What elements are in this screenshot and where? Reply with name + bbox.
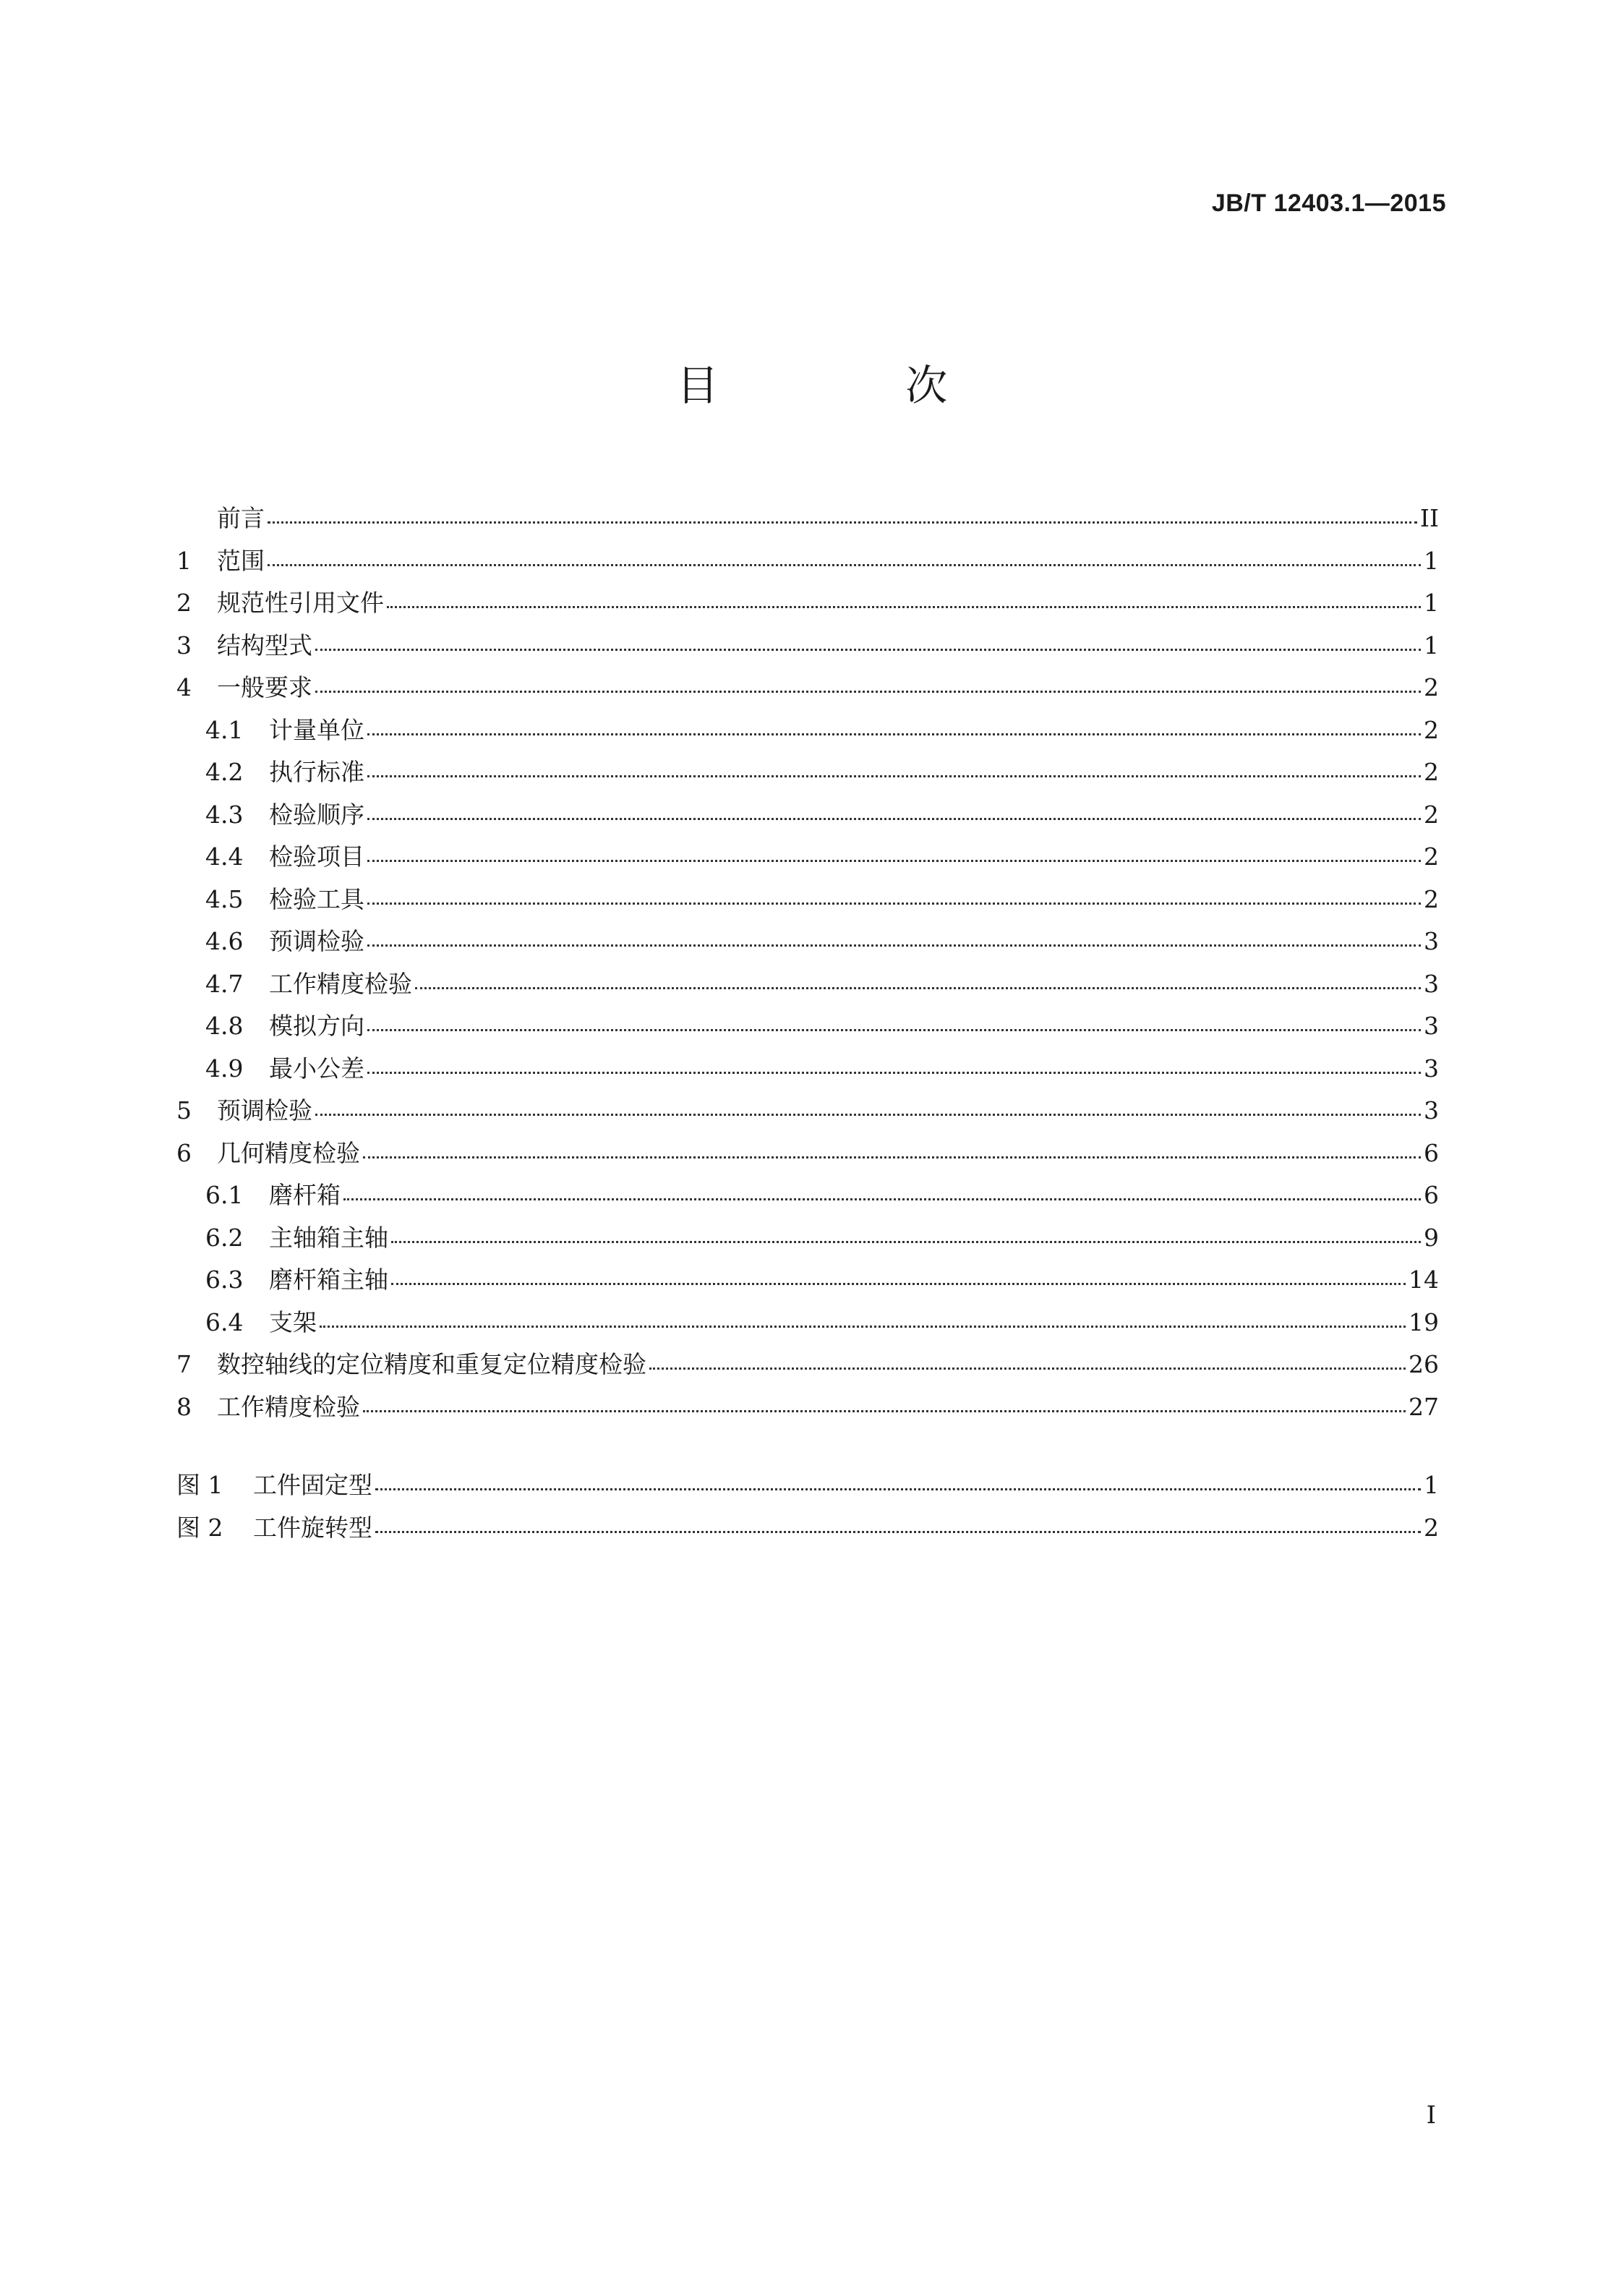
toc-entry-number: 6.1 [205, 1181, 244, 1209]
toc-page-number: 14 [1409, 1266, 1439, 1294]
dot-leader [367, 1029, 1421, 1031]
dot-leader [367, 860, 1421, 862]
toc-page-number: 2 [1424, 842, 1439, 871]
dot-leader [315, 691, 1421, 693]
dot-leader [268, 564, 1421, 566]
toc-entry-number: 6.2 [205, 1223, 244, 1252]
toc-entry[interactable] [176, 1132, 1439, 1175]
figure-number: 图 2 [176, 1513, 223, 1542]
toc-entry[interactable] [176, 1005, 1439, 1048]
toc-page-number: 2 [1424, 884, 1439, 913]
dot-leader [315, 649, 1421, 651]
figure-number: 图 1 [176, 1471, 223, 1499]
toc-entries [176, 498, 1439, 1428]
toc-entry[interactable] [176, 1217, 1439, 1260]
toc-entry-number: 1 [176, 546, 192, 575]
toc-entry[interactable] [176, 836, 1439, 879]
figure-label: 工件固定型 [253, 1471, 372, 1499]
toc-figures [176, 1464, 1439, 1549]
toc-page-number: 1 [1424, 1471, 1439, 1499]
toc-entry-number: 6 [176, 1138, 192, 1167]
toc-entry-label: 检验工具 [269, 884, 364, 913]
toc-gap [176, 1428, 1439, 1464]
toc-page-number: 27 [1409, 1392, 1439, 1421]
toc-entry[interactable] [176, 794, 1439, 837]
toc-entry-label: 规范性引用文件 [217, 589, 384, 617]
toc-entry-number: 2 [176, 589, 192, 617]
figure-entry[interactable] [176, 1464, 1439, 1507]
dot-leader [315, 1114, 1421, 1116]
toc-entry-label: 前言 [217, 504, 265, 532]
toc-entry[interactable] [176, 709, 1439, 752]
toc-page-number: 2 [1424, 1513, 1439, 1542]
dot-leader [375, 1531, 1421, 1533]
standard-code: JB/T 12403.1—2015 [1211, 189, 1446, 217]
toc-entry-label: 执行标准 [269, 758, 364, 786]
toc-entry-label: 模拟方向 [269, 1012, 364, 1040]
dot-leader [363, 1410, 1406, 1412]
toc-entry-number: 4.8 [205, 1012, 244, 1040]
toc-entry-number: 4.9 [205, 1054, 244, 1083]
toc-entry[interactable] [176, 1386, 1439, 1429]
toc-page-number: 6 [1424, 1138, 1439, 1167]
toc-entry[interactable] [176, 751, 1439, 794]
toc-entry-number: 4.6 [205, 927, 244, 955]
toc-page-number: 26 [1409, 1350, 1439, 1378]
dot-leader [367, 733, 1421, 735]
toc-entry[interactable] [176, 1302, 1439, 1344]
toc-entry-label: 主轴箱主轴 [269, 1223, 388, 1252]
dot-leader [415, 987, 1421, 989]
toc-entry[interactable] [176, 1174, 1439, 1217]
toc-entry-number: 4.2 [205, 758, 244, 786]
toc-page-number: 2 [1424, 800, 1439, 829]
toc-page-number: 3 [1424, 927, 1439, 955]
toc-page-number: 2 [1424, 715, 1439, 744]
figure-entry[interactable] [176, 1507, 1439, 1550]
toc-entry-number: 4.1 [205, 715, 244, 744]
toc-page-number: 1 [1424, 589, 1439, 617]
toc-entry-label: 结构型式 [217, 631, 312, 660]
toc-entry-number: 4.4 [205, 842, 244, 871]
toc-entry[interactable] [176, 1259, 1439, 1302]
toc-entry-label: 工作精度检验 [217, 1392, 360, 1421]
table-of-contents [176, 498, 1439, 1549]
dot-leader [375, 1488, 1421, 1490]
dot-leader [367, 902, 1421, 905]
toc-entry-label: 最小公差 [269, 1054, 364, 1083]
toc-page-number: 19 [1409, 1307, 1439, 1336]
toc-entry-label: 工作精度检验 [269, 969, 412, 998]
toc-entry-number: 4.3 [205, 800, 244, 829]
toc-page-number: 3 [1424, 969, 1439, 998]
toc-entry-number: 6.4 [205, 1307, 244, 1336]
dot-leader [268, 521, 1417, 524]
toc-page-number: 2 [1424, 673, 1439, 701]
toc-entry-label: 范围 [217, 546, 265, 575]
toc-entry[interactable] [176, 879, 1439, 921]
dot-leader [391, 1241, 1421, 1243]
toc-entry-number: 8 [176, 1392, 192, 1421]
toc-entry-label: 支架 [269, 1307, 317, 1336]
toc-entry-label: 预调检验 [269, 927, 364, 955]
toc-entry-label: 预调检验 [217, 1096, 312, 1125]
toc-entry-number: 4 [176, 673, 192, 701]
toc-entry-number: 4.5 [205, 884, 244, 913]
toc-entry-label: 计量单位 [269, 715, 364, 744]
toc-page-number: 1 [1424, 631, 1439, 660]
toc-entry-number: 3 [176, 631, 192, 660]
toc-page-number: 2 [1424, 758, 1439, 786]
toc-entry-label: 一般要求 [217, 673, 312, 701]
toc-entry[interactable] [176, 540, 1439, 583]
toc-entry[interactable] [176, 921, 1439, 963]
toc-entry[interactable] [176, 498, 1439, 540]
toc-entry-label: 几何精度检验 [217, 1138, 360, 1167]
dot-leader [367, 818, 1421, 820]
toc-entry[interactable] [176, 625, 1439, 667]
toc-entry-number: 5 [176, 1096, 192, 1125]
toc-entry[interactable] [176, 667, 1439, 709]
toc-page-number: 3 [1424, 1012, 1439, 1040]
dot-leader [320, 1326, 1406, 1328]
toc-entry-label: 检验顺序 [269, 800, 364, 829]
toc-entry[interactable] [176, 963, 1439, 1006]
toc-entry[interactable] [176, 1048, 1439, 1091]
toc-entry[interactable] [176, 1344, 1439, 1386]
toc-page-number: II [1419, 504, 1439, 532]
page-number: I [1426, 2101, 1436, 2130]
toc-entry-number: 6.3 [205, 1266, 244, 1294]
toc-entry-number: 4.7 [205, 969, 244, 998]
toc-title: 目 次 [676, 361, 1035, 410]
toc-entry-label: 磨杆箱 [269, 1181, 341, 1209]
toc-entry-label: 磨杆箱主轴 [269, 1266, 388, 1294]
figure-label: 工件旋转型 [253, 1513, 372, 1542]
dot-leader [343, 1198, 1421, 1200]
toc-page-number: 6 [1424, 1181, 1439, 1209]
toc-entry-label: 检验项目 [269, 842, 364, 871]
toc-entry[interactable] [176, 1090, 1439, 1132]
toc-page-number: 1 [1424, 546, 1439, 575]
toc-entry[interactable] [176, 582, 1439, 625]
toc-entry-number: 7 [176, 1350, 192, 1378]
dot-leader [367, 775, 1421, 777]
toc-page-number: 3 [1424, 1054, 1439, 1083]
toc-page-number: 9 [1424, 1223, 1439, 1252]
dot-leader [367, 1072, 1421, 1074]
dot-leader [387, 606, 1421, 608]
dot-leader [367, 944, 1421, 947]
dot-leader [649, 1367, 1406, 1370]
toc-entry-label: 数控轴线的定位精度和重复定位精度检验 [217, 1350, 646, 1378]
toc-page-number: 3 [1424, 1096, 1439, 1125]
dot-leader [363, 1156, 1421, 1158]
dot-leader [391, 1283, 1406, 1285]
